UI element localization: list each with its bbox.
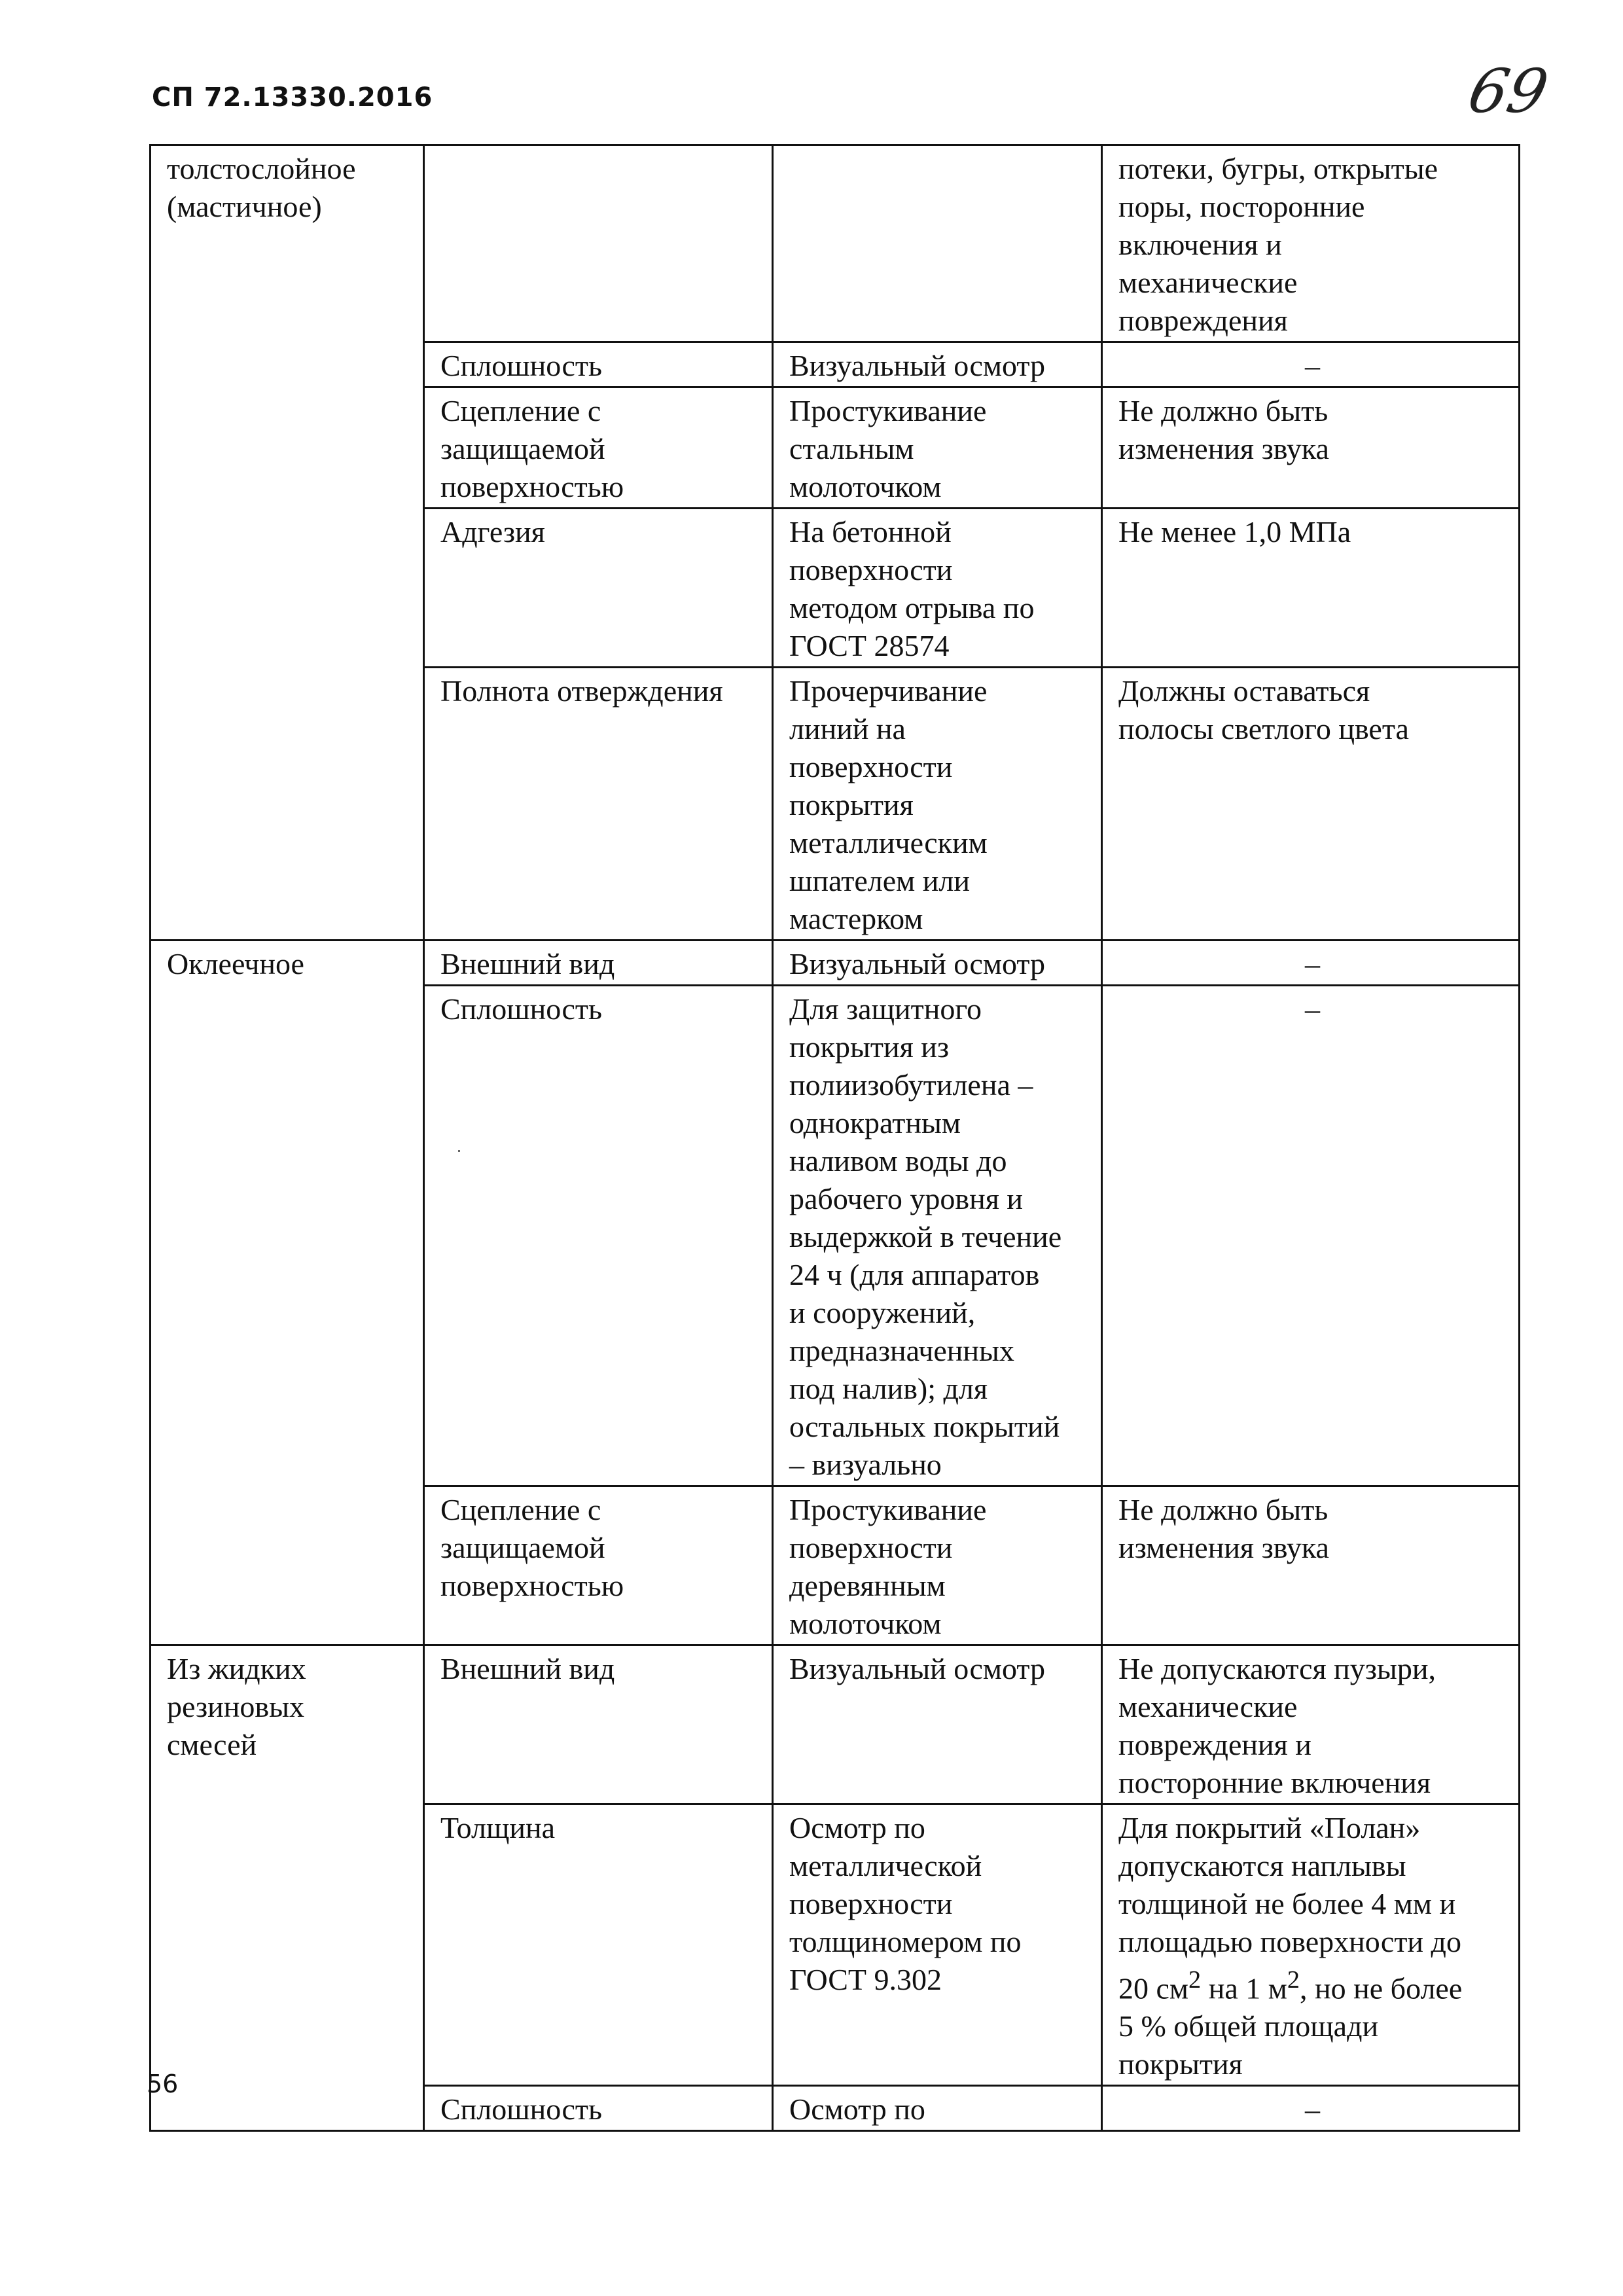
method-cell: Осмотр по металлической поверхности толщиномером по ГОСТ 9.302 — [773, 1804, 1102, 2086]
requirement-cell: Не должно быть изменения звука — [1102, 387, 1520, 509]
coating-type-cell: толстослойное (мастичное) — [151, 145, 424, 941]
method-cell: Прочерчивание линий на поверхности покрытия металлическим шпателем или мастерком — [773, 668, 1102, 941]
document-code: СП 72.13330.2016 — [152, 82, 433, 113]
method-cell: Простукивание поверхности деревянным молоточком — [773, 1486, 1102, 1645]
requirement-cell: Должны оставаться полосы светлого цвета — [1102, 668, 1520, 941]
parameter-cell: Толщина — [424, 1804, 773, 2086]
parameter-cell: Полнота отверждения — [424, 668, 773, 941]
method-cell: На бетонной поверхности методом отрыва по ГОСТ 28574 — [773, 509, 1102, 668]
method-cell — [773, 145, 1102, 342]
requirement-cell: Не должно быть изменения звука — [1102, 1486, 1520, 1645]
method-cell: Для защитного покрытия из полиизобутилена – однократным наливом воды до рабочего уровня и выдержкой в течение 24 ч (для аппаратов и сооружений, предназначенных под налив); для остальных покрытий – визуально — [773, 986, 1102, 1486]
coating-type-cell: Из жидких резиновых смесей — [151, 1645, 424, 2131]
method-cell: Визуальный осмотр — [773, 941, 1102, 986]
inspection-table — [149, 144, 1520, 2132]
parameter-cell: Сцепление с защищаемой поверхностью — [424, 387, 773, 509]
requirement-cell: Для покрытий «Полан» допускаются наплывы толщиной не более 4 мм и площадью поверхности до 20 $см^2$ на 1 $м^2$, но не более 5 % общей площади покрытия — [1102, 1804, 1520, 2086]
parameter-cell: Сплошность — [424, 986, 773, 1486]
method-cell: Осмотр по — [773, 2086, 1102, 2131]
parameter-cell: Внешний вид — [424, 1645, 773, 1804]
requirement-cell: – — [1102, 986, 1520, 1486]
table-row — [151, 1645, 1520, 1804]
requirement-cell: Не менее 1,0 МПа — [1102, 509, 1520, 668]
method-cell: Визуальный осмотр — [773, 342, 1102, 387]
handwritten-page-mark: 69 — [1462, 56, 1554, 126]
method-cell: Визуальный осмотр — [773, 1645, 1102, 1804]
parameter-cell: Внешний вид — [424, 941, 773, 986]
parameter-cell: Сплошность — [424, 342, 773, 387]
table-row — [151, 941, 1520, 986]
requirement-cell: Не допускаются пузыри, механические повреждения и посторонние включения — [1102, 1645, 1520, 1804]
page-number: 56 — [147, 2070, 179, 2098]
table-row — [151, 145, 1520, 342]
requirement-cell: – — [1102, 941, 1520, 986]
parameter-cell: Сцепление с защищаемой поверхностью — [424, 1486, 773, 1645]
requirement-cell: – — [1102, 2086, 1520, 2131]
requirement-cell: – — [1102, 342, 1520, 387]
parameter-cell — [424, 145, 773, 342]
parameter-cell: Адгезия — [424, 509, 773, 668]
parameter-cell: Сплошность — [424, 2086, 773, 2131]
coating-type-cell: Оклеечное — [151, 941, 424, 1645]
method-cell: Простукивание стальным молоточком — [773, 387, 1102, 509]
scan-speck — [458, 1150, 460, 1152]
requirement-cell: потеки, бугры, открытые поры, посторонние включения и механические повреждения — [1102, 145, 1520, 342]
